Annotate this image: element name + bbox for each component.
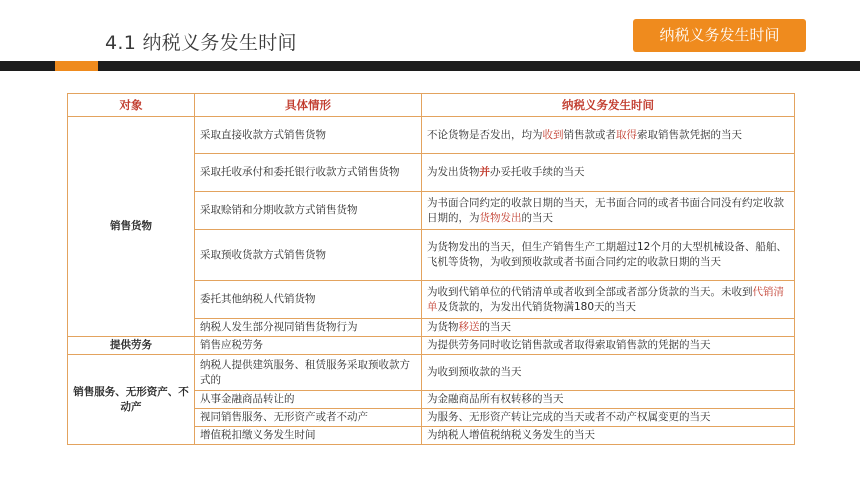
time-cell: 不论货物是否发出，均为收到销售款或者取得索取销售款凭据的当天 (422, 117, 795, 154)
situation-cell: 委托其他纳税人代销货物 (195, 281, 422, 319)
category-goods: 销售货物 (68, 117, 195, 337)
tax-time-table (67, 93, 795, 445)
time-cell: 为服务、无形资产转让完成的当天或者不动产权属变更的当天 (422, 409, 795, 427)
table-header-row (68, 94, 795, 117)
header-object: 对象 (68, 94, 195, 117)
header-situation: 具体情形 (195, 94, 422, 117)
page-title: 4.1 纳税义务发生时间 (105, 32, 297, 54)
situation-cell: 销售应税劳务 (195, 337, 422, 355)
category-labor: 提供劳务 (68, 337, 195, 355)
time-cell: 为金融商品所有权转移的当天 (422, 391, 795, 409)
header-bar (0, 61, 860, 71)
table-row (68, 337, 795, 355)
table-row (68, 355, 795, 391)
time-cell: 为书面合同约定的收款日期的当天，无书面合同的或者书面合同没有约定收款日期的，为货物发出的当天 (422, 192, 795, 230)
time-cell: 为提供劳务同时收讫销售款或者取得索取销售款的凭据的当天 (422, 337, 795, 355)
situation-cell: 采取直接收款方式销售货物 (195, 117, 422, 154)
situation-cell: 采取托收承付和委托银行收款方式销售货物 (195, 154, 422, 192)
time-cell: 为货物发出的当天，但生产销售生产工期超过12个月的大型机械设备、船舶、飞机等货物，为收到预收款或者书面合同约定的收款日期的当天 (422, 230, 795, 281)
situation-cell: 采取预收货款方式销售货物 (195, 230, 422, 281)
situation-cell: 视同销售服务、无形资产或者不动产 (195, 409, 422, 427)
time-cell: 为纳税人增值税纳税义务发生的当天 (422, 427, 795, 445)
situation-cell: 纳税人提供建筑服务、租赁服务采取预收款方式的 (195, 355, 422, 391)
header-bar-accent (55, 61, 98, 71)
time-cell: 为货物移送的当天 (422, 319, 795, 337)
time-cell: 为收到预收款的当天 (422, 355, 795, 391)
category-services: 销售服务、无形资产、不动产 (68, 355, 195, 445)
header-time: 纳税义务发生时间 (422, 94, 795, 117)
table-row (68, 117, 795, 154)
situation-cell: 增值税扣缴义务发生时间 (195, 427, 422, 445)
situation-cell: 从事金融商品转让的 (195, 391, 422, 409)
situation-cell: 采取赊销和分期收款方式销售货物 (195, 192, 422, 230)
time-cell: 为收到代销单位的代销清单或者收到全部或者部分货款的当天。未收到代销清单及货款的，为发出代销货物满180天的当天 (422, 281, 795, 319)
situation-cell: 纳税人发生部分视同销售货物行为 (195, 319, 422, 337)
section-badge: 纳税义务发生时间 (633, 19, 806, 52)
time-cell: 为发出货物并办妥托收手续的当天 (422, 154, 795, 192)
